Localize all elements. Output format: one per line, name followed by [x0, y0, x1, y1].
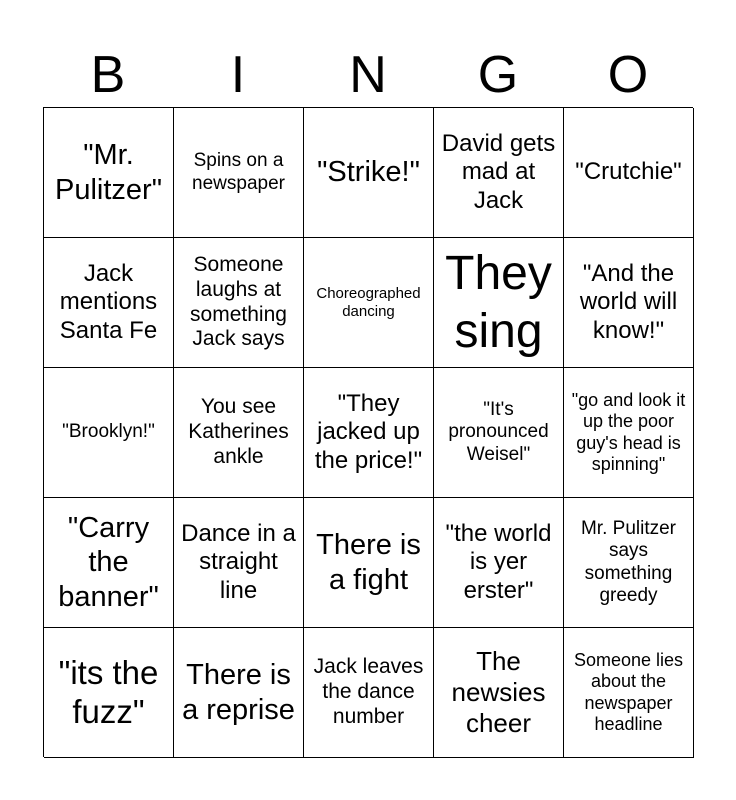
- bingo-cell[interactable]: [44, 368, 174, 498]
- cell-text: "Mr. Pulitzer": [55, 139, 162, 206]
- bingo-cell[interactable]: [564, 628, 694, 758]
- bingo-cell[interactable]: [174, 498, 304, 628]
- bingo-cell[interactable]: [564, 368, 694, 498]
- cell-text: Jack leaves the dance number: [313, 655, 424, 728]
- cell-text: You see Katherines ankle: [188, 395, 289, 468]
- bingo-cell[interactable]: [304, 628, 434, 758]
- cell-text: The newsies cheer: [451, 646, 546, 738]
- cell-text: "And the world will know!": [579, 260, 678, 344]
- cell-text: "go and look it up the poor guy's head is spinning": [571, 390, 686, 474]
- cell-text: "Carry the banner": [58, 512, 159, 613]
- cell-text: Someone laughs at something Jack says: [190, 252, 287, 351]
- cell-text: There is a reprise: [182, 659, 295, 726]
- bingo-cell[interactable]: [434, 628, 564, 758]
- cell-text: There is a fight: [316, 529, 421, 596]
- cell-text: They sing: [445, 246, 552, 358]
- cell-text: "its the fuzz": [58, 653, 159, 730]
- bingo-header: [43, 42, 693, 108]
- bingo-card: [43, 107, 693, 757]
- bingo-cell[interactable]: [434, 108, 564, 238]
- cell-text: Someone lies about the newspaper headline: [573, 650, 684, 734]
- bingo-cell[interactable]: [304, 368, 434, 498]
- cell-text: Choreographed dancing: [316, 284, 421, 320]
- bingo-cell[interactable]: [304, 498, 434, 628]
- bingo-cell[interactable]: [174, 368, 304, 498]
- cell-text: "the world is yer erster": [445, 520, 552, 604]
- cell-text: Spins on a newspaper: [192, 150, 285, 194]
- bingo-cell[interactable]: [564, 108, 694, 238]
- header-letter-n: N: [349, 46, 387, 104]
- cell-text: "They jacked up the price!": [314, 390, 423, 474]
- cell-text: David gets mad at Jack: [441, 130, 556, 214]
- header-letter-o: O: [607, 46, 649, 104]
- bingo-cell[interactable]: [304, 238, 434, 368]
- cell-text: "Strike!": [317, 156, 420, 189]
- cell-text: Mr. Pulitzer says something greedy: [580, 517, 677, 606]
- bingo-cell[interactable]: [564, 238, 694, 368]
- cell-text: Jack mentions Santa Fe: [59, 260, 158, 344]
- bingo-cell[interactable]: [304, 108, 434, 238]
- bingo-cell[interactable]: [174, 108, 304, 238]
- bingo-cell[interactable]: [44, 498, 174, 628]
- bingo-cell[interactable]: [44, 628, 174, 758]
- bingo-cell[interactable]: [174, 238, 304, 368]
- bingo-cell[interactable]: [44, 108, 174, 238]
- bingo-cell[interactable]: [434, 368, 564, 498]
- cell-text: Dance in a straight line: [181, 520, 296, 604]
- cell-text: "It's pronounced Weisel": [448, 398, 549, 465]
- header-letter-b: B: [90, 46, 126, 104]
- bingo-cell[interactable]: [44, 238, 174, 368]
- cell-text: "Brooklyn!": [62, 421, 155, 443]
- bingo-cell[interactable]: [434, 238, 564, 368]
- bingo-cell[interactable]: [434, 498, 564, 628]
- header-letter-i: I: [230, 46, 246, 104]
- bingo-cell[interactable]: [174, 628, 304, 758]
- cell-text: "Crutchie": [575, 158, 682, 186]
- bingo-cell[interactable]: [564, 498, 694, 628]
- header-letter-g: G: [477, 46, 519, 104]
